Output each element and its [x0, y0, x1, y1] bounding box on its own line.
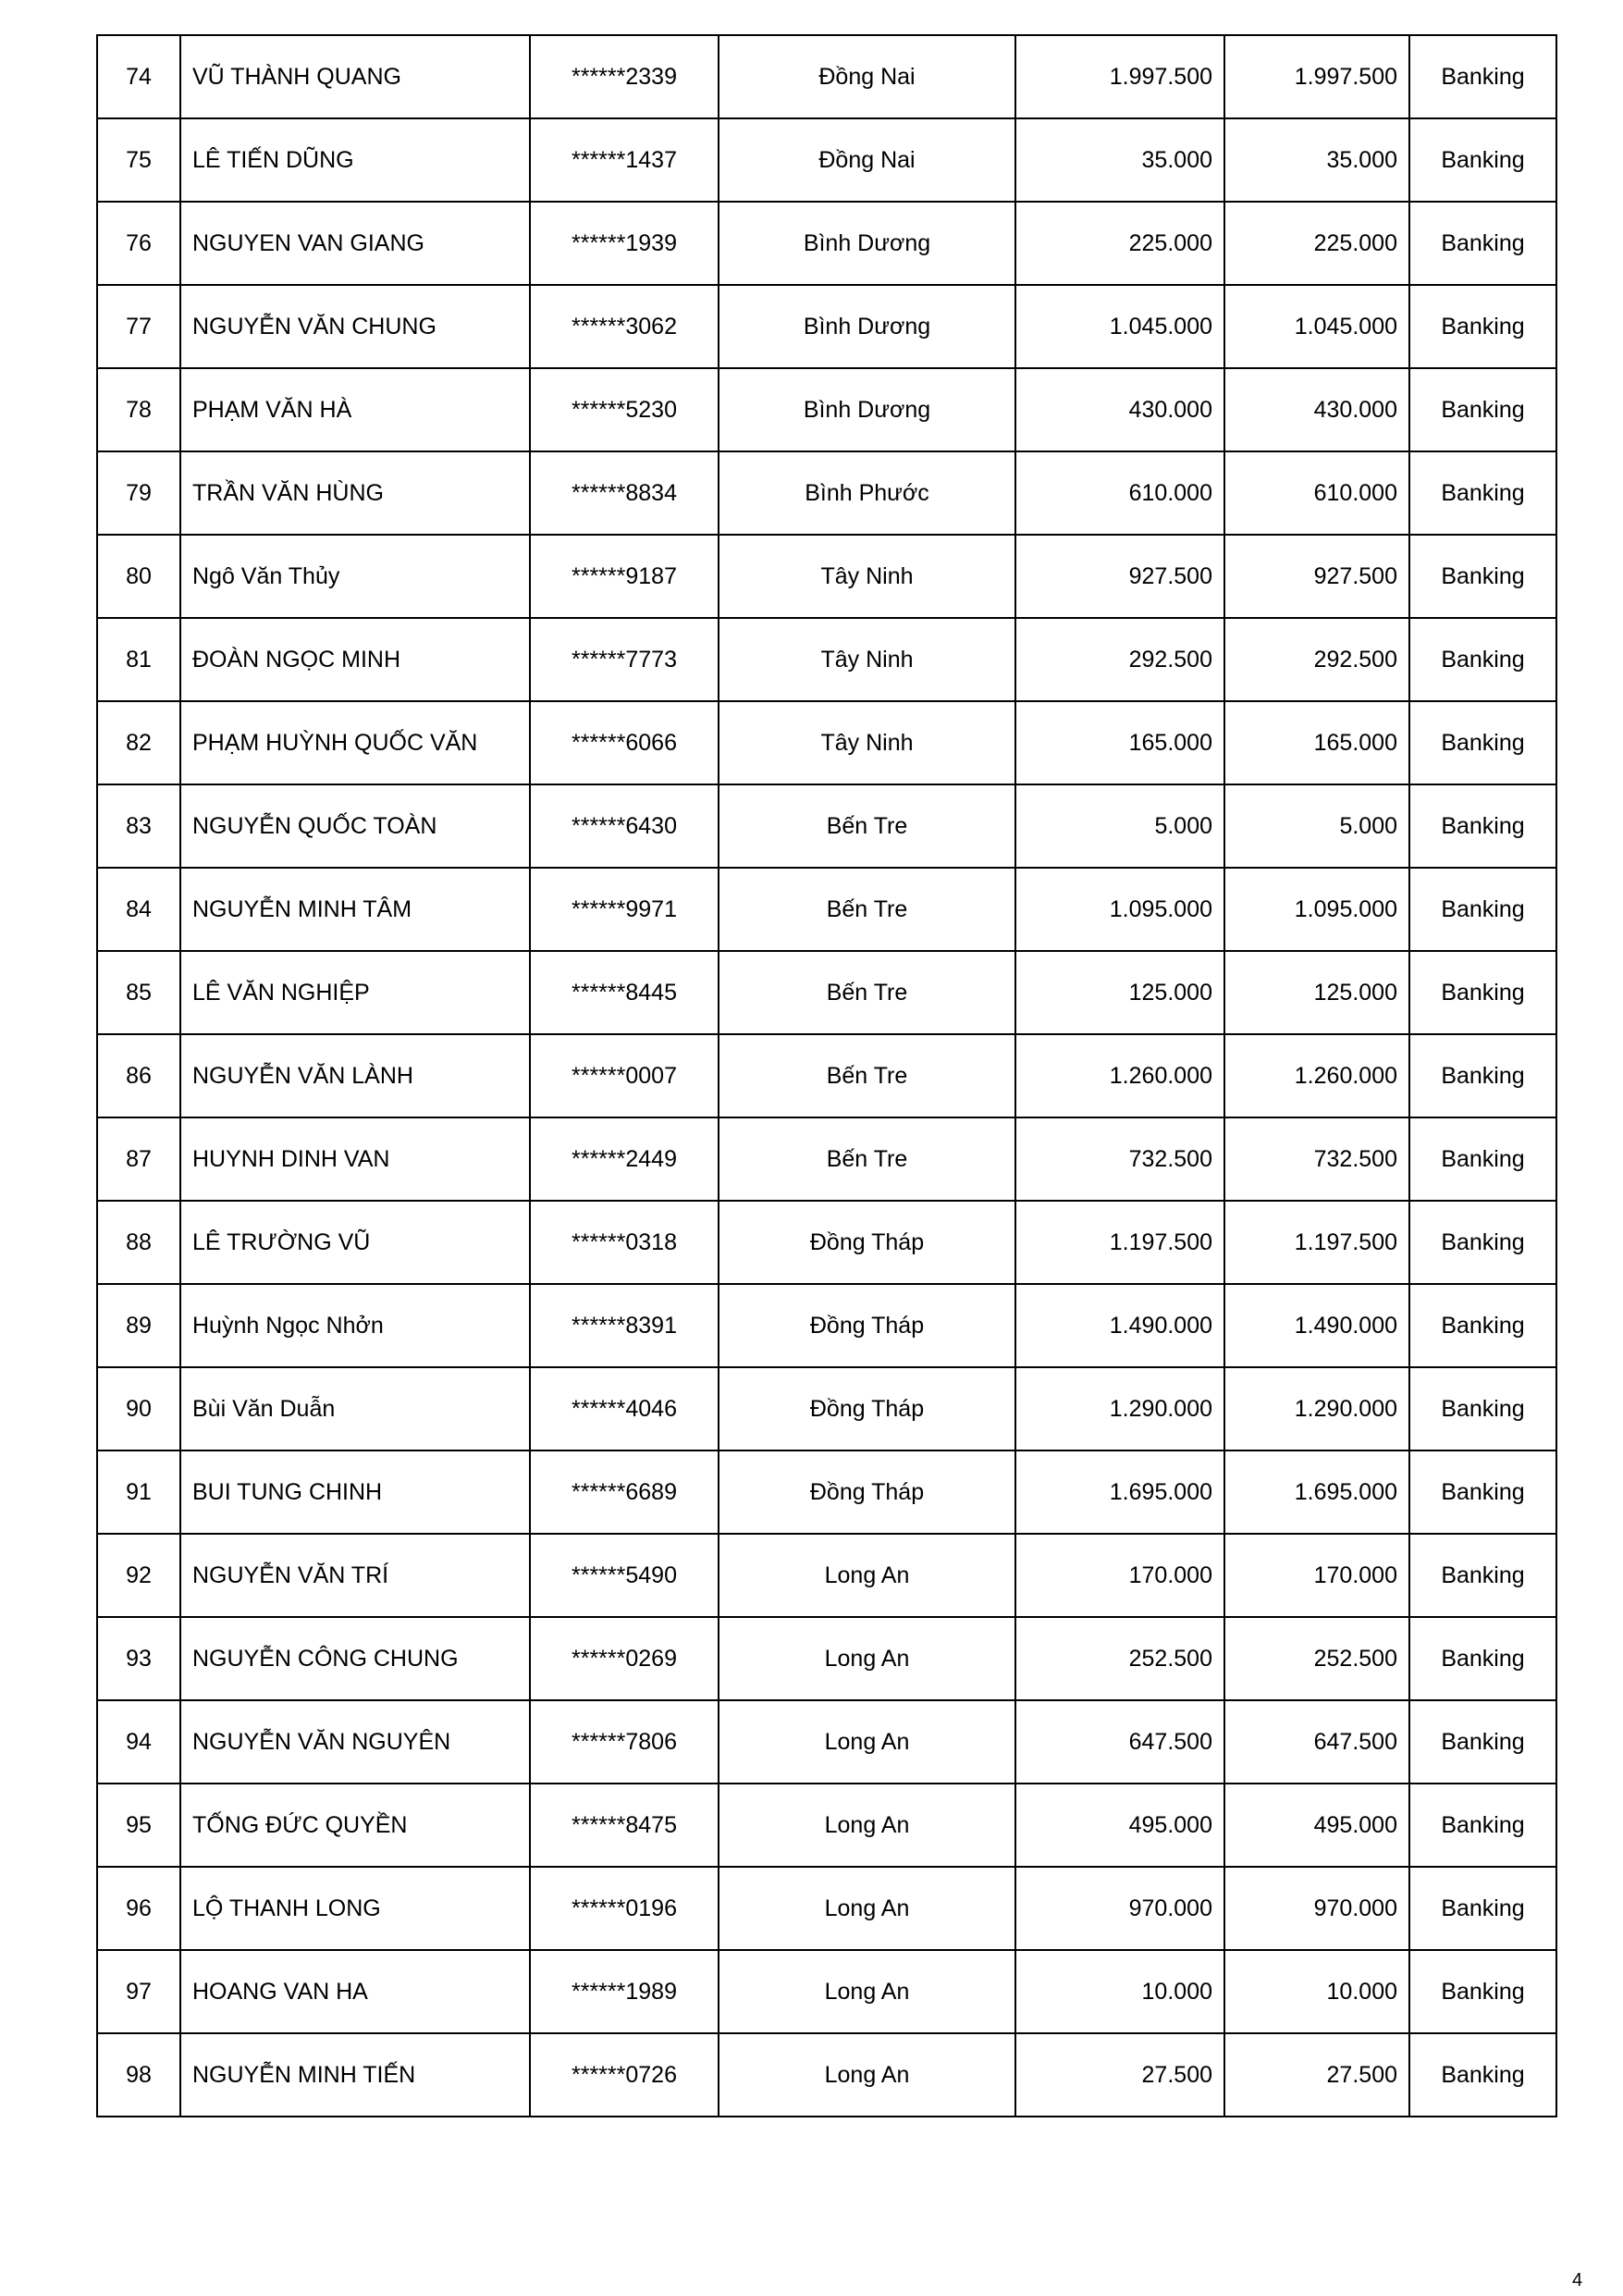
amount: 252.500	[1015, 1617, 1224, 1700]
payment-method: Banking	[1409, 535, 1556, 618]
paid-amount: 732.500	[1224, 1117, 1409, 1201]
paid-amount: 1.197.500	[1224, 1201, 1409, 1284]
table-row	[97, 535, 1556, 618]
paid-amount: 165.000	[1224, 701, 1409, 784]
amount: 5.000	[1015, 784, 1224, 868]
donor-name: ĐOÀN NGỌC MINH	[180, 618, 530, 701]
table-row	[97, 1867, 1556, 1950]
masked-account-id: ******5490	[530, 1534, 719, 1617]
masked-account-id: ******9187	[530, 535, 719, 618]
province: Long An	[719, 1617, 1015, 1700]
amount: 1.997.500	[1015, 35, 1224, 118]
amount: 927.500	[1015, 535, 1224, 618]
payment-method: Banking	[1409, 701, 1556, 784]
amount: 27.500	[1015, 2033, 1224, 2117]
row-number: 84	[97, 868, 180, 951]
masked-account-id: ******1989	[530, 1950, 719, 2033]
table-row	[97, 701, 1556, 784]
payment-method: Banking	[1409, 784, 1556, 868]
masked-account-id: ******0269	[530, 1617, 719, 1700]
paid-amount: 27.500	[1224, 2033, 1409, 2117]
province: Bến Tre	[719, 951, 1015, 1034]
table-row	[97, 1784, 1556, 1867]
province: Tây Ninh	[719, 535, 1015, 618]
donor-name: NGUYỄN VĂN CHUNG	[180, 285, 530, 368]
row-number: 89	[97, 1284, 180, 1367]
donor-name: NGUYỄN MINH TÂM	[180, 868, 530, 951]
province: Bình Dương	[719, 368, 1015, 451]
paid-amount: 225.000	[1224, 202, 1409, 285]
amount: 1.197.500	[1015, 1201, 1224, 1284]
row-number: 93	[97, 1617, 180, 1700]
amount: 732.500	[1015, 1117, 1224, 1201]
paid-amount: 35.000	[1224, 118, 1409, 202]
payment-method: Banking	[1409, 1534, 1556, 1617]
amount: 165.000	[1015, 701, 1224, 784]
masked-account-id: ******3062	[530, 285, 719, 368]
amount: 170.000	[1015, 1534, 1224, 1617]
province: Bến Tre	[719, 784, 1015, 868]
paid-amount: 430.000	[1224, 368, 1409, 451]
table-row	[97, 1117, 1556, 1201]
province: Long An	[719, 1534, 1015, 1617]
province: Long An	[719, 1784, 1015, 1867]
row-number: 82	[97, 701, 180, 784]
table-row	[97, 1617, 1556, 1700]
province: Long An	[719, 2033, 1015, 2117]
donor-name: NGUYỄN VĂN LÀNH	[180, 1034, 530, 1117]
masked-account-id: ******6066	[530, 701, 719, 784]
masked-account-id: ******7773	[530, 618, 719, 701]
payment-method: Banking	[1409, 118, 1556, 202]
donor-name: NGUYEN VAN GIANG	[180, 202, 530, 285]
paid-amount: 647.500	[1224, 1700, 1409, 1784]
payment-method: Banking	[1409, 1784, 1556, 1867]
page-number: 4	[1572, 2270, 1583, 2290]
row-number: 94	[97, 1700, 180, 1784]
payment-method: Banking	[1409, 35, 1556, 118]
payment-method: Banking	[1409, 1950, 1556, 2033]
amount: 1.045.000	[1015, 285, 1224, 368]
table-row	[97, 202, 1556, 285]
amount: 1.490.000	[1015, 1284, 1224, 1367]
donor-name: BUI TUNG CHINH	[180, 1450, 530, 1534]
province: Đồng Tháp	[719, 1450, 1015, 1534]
payment-method: Banking	[1409, 1117, 1556, 1201]
masked-account-id: ******0318	[530, 1201, 719, 1284]
donation-table	[96, 34, 1557, 2117]
paid-amount: 1.045.000	[1224, 285, 1409, 368]
donor-name: LÊ TIẾN DŨNG	[180, 118, 530, 202]
amount: 495.000	[1015, 1784, 1224, 1867]
payment-method: Banking	[1409, 451, 1556, 535]
masked-account-id: ******8445	[530, 951, 719, 1034]
paid-amount: 1.490.000	[1224, 1284, 1409, 1367]
masked-account-id: ******8391	[530, 1284, 719, 1367]
table-row	[97, 1284, 1556, 1367]
masked-account-id: ******6430	[530, 784, 719, 868]
amount: 430.000	[1015, 368, 1224, 451]
table-row	[97, 1534, 1556, 1617]
province: Bến Tre	[719, 1117, 1015, 1201]
row-number: 87	[97, 1117, 180, 1201]
payment-method: Banking	[1409, 1450, 1556, 1534]
paid-amount: 292.500	[1224, 618, 1409, 701]
row-number: 96	[97, 1867, 180, 1950]
province: Đồng Tháp	[719, 1367, 1015, 1450]
donor-name: TỐNG ĐỨC QUYỀN	[180, 1784, 530, 1867]
row-number: 77	[97, 285, 180, 368]
donor-name: LÊ VĂN NGHIỆP	[180, 951, 530, 1034]
masked-account-id: ******2449	[530, 1117, 719, 1201]
table-row	[97, 451, 1556, 535]
donor-name: HUYNH DINH VAN	[180, 1117, 530, 1201]
paid-amount: 927.500	[1224, 535, 1409, 618]
amount: 35.000	[1015, 118, 1224, 202]
table-row	[97, 784, 1556, 868]
province: Tây Ninh	[719, 701, 1015, 784]
table-row	[97, 285, 1556, 368]
masked-account-id: ******1437	[530, 118, 719, 202]
amount: 1.260.000	[1015, 1034, 1224, 1117]
paid-amount: 970.000	[1224, 1867, 1409, 1950]
table-row	[97, 118, 1556, 202]
row-number: 85	[97, 951, 180, 1034]
amount: 1.695.000	[1015, 1450, 1224, 1534]
province: Đồng Tháp	[719, 1201, 1015, 1284]
row-number: 91	[97, 1450, 180, 1534]
row-number: 90	[97, 1367, 180, 1450]
paid-amount: 1.260.000	[1224, 1034, 1409, 1117]
province: Long An	[719, 1867, 1015, 1950]
masked-account-id: ******9971	[530, 868, 719, 951]
masked-account-id: ******6689	[530, 1450, 719, 1534]
paid-amount: 610.000	[1224, 451, 1409, 535]
donor-name: Bùi Văn Duẫn	[180, 1367, 530, 1450]
payment-method: Banking	[1409, 1284, 1556, 1367]
payment-method: Banking	[1409, 951, 1556, 1034]
donor-name: HOANG VAN HA	[180, 1950, 530, 2033]
row-number: 76	[97, 202, 180, 285]
amount: 970.000	[1015, 1867, 1224, 1950]
table-row	[97, 368, 1556, 451]
table-row	[97, 618, 1556, 701]
table-row	[97, 868, 1556, 951]
donor-name: NGUYỄN QUỐC TOÀN	[180, 784, 530, 868]
payment-method: Banking	[1409, 368, 1556, 451]
donor-name: PHẠM HUỲNH QUỐC VĂN	[180, 701, 530, 784]
paid-amount: 252.500	[1224, 1617, 1409, 1700]
row-number: 88	[97, 1201, 180, 1284]
payment-method: Banking	[1409, 618, 1556, 701]
payment-method: Banking	[1409, 868, 1556, 951]
paid-amount: 1.997.500	[1224, 35, 1409, 118]
row-number: 80	[97, 535, 180, 618]
row-number: 92	[97, 1534, 180, 1617]
donor-name: NGUYỄN MINH TIẾN	[180, 2033, 530, 2117]
province: Long An	[719, 1950, 1015, 2033]
donor-name: Ngô Văn Thủy	[180, 535, 530, 618]
masked-account-id: ******0726	[530, 2033, 719, 2117]
province: Bình Dương	[719, 285, 1015, 368]
row-number: 74	[97, 35, 180, 118]
amount: 610.000	[1015, 451, 1224, 535]
paid-amount: 495.000	[1224, 1784, 1409, 1867]
province: Tây Ninh	[719, 618, 1015, 701]
table-row	[97, 1201, 1556, 1284]
province: Đồng Nai	[719, 35, 1015, 118]
donor-name: VŨ THÀNH QUANG	[180, 35, 530, 118]
masked-account-id: ******2339	[530, 35, 719, 118]
row-number: 81	[97, 618, 180, 701]
table-body	[97, 35, 1556, 2117]
payment-method: Banking	[1409, 1367, 1556, 1450]
payment-method: Banking	[1409, 1700, 1556, 1784]
amount: 1.290.000	[1015, 1367, 1224, 1450]
masked-account-id: ******0007	[530, 1034, 719, 1117]
donor-name: LÊ TRƯỜNG VŨ	[180, 1201, 530, 1284]
paid-amount: 170.000	[1224, 1534, 1409, 1617]
paid-amount: 10.000	[1224, 1950, 1409, 2033]
province: Bình Phước	[719, 451, 1015, 535]
row-number: 78	[97, 368, 180, 451]
paid-amount: 125.000	[1224, 951, 1409, 1034]
payment-method: Banking	[1409, 1201, 1556, 1284]
row-number: 86	[97, 1034, 180, 1117]
payment-method: Banking	[1409, 285, 1556, 368]
masked-account-id: ******1939	[530, 202, 719, 285]
donor-name: PHẠM VĂN HÀ	[180, 368, 530, 451]
province: Bến Tre	[719, 1034, 1015, 1117]
province: Đồng Tháp	[719, 1284, 1015, 1367]
table-row	[97, 1367, 1556, 1450]
row-number: 83	[97, 784, 180, 868]
paid-amount: 5.000	[1224, 784, 1409, 868]
amount: 125.000	[1015, 951, 1224, 1034]
donor-name: LỘ THANH LONG	[180, 1867, 530, 1950]
masked-account-id: ******4046	[530, 1367, 719, 1450]
donor-name: NGUYỄN VĂN TRÍ	[180, 1534, 530, 1617]
amount: 292.500	[1015, 618, 1224, 701]
masked-account-id: ******8834	[530, 451, 719, 535]
amount: 647.500	[1015, 1700, 1224, 1784]
row-number: 79	[97, 451, 180, 535]
table-row	[97, 1450, 1556, 1534]
amount: 1.095.000	[1015, 868, 1224, 951]
donor-name: TRẦN VĂN HÙNG	[180, 451, 530, 535]
payment-method: Banking	[1409, 2033, 1556, 2117]
masked-account-id: ******7806	[530, 1700, 719, 1784]
masked-account-id: ******8475	[530, 1784, 719, 1867]
paid-amount: 1.095.000	[1224, 868, 1409, 951]
row-number: 75	[97, 118, 180, 202]
payment-method: Banking	[1409, 1617, 1556, 1700]
donor-name: NGUYỄN CÔNG CHUNG	[180, 1617, 530, 1700]
province: Long An	[719, 1700, 1015, 1784]
row-number: 95	[97, 1784, 180, 1867]
amount: 10.000	[1015, 1950, 1224, 2033]
table-row	[97, 951, 1556, 1034]
masked-account-id: ******5230	[530, 368, 719, 451]
paid-amount: 1.695.000	[1224, 1450, 1409, 1534]
province: Bình Dương	[719, 202, 1015, 285]
paid-amount: 1.290.000	[1224, 1367, 1409, 1450]
province: Đồng Nai	[719, 118, 1015, 202]
table-row	[97, 2033, 1556, 2117]
masked-account-id: ******0196	[530, 1867, 719, 1950]
table-row	[97, 1700, 1556, 1784]
province: Bến Tre	[719, 868, 1015, 951]
payment-method: Banking	[1409, 202, 1556, 285]
donor-name: NGUYỄN VĂN NGUYÊN	[180, 1700, 530, 1784]
table-row	[97, 35, 1556, 118]
amount: 225.000	[1015, 202, 1224, 285]
table-row	[97, 1034, 1556, 1117]
payment-method: Banking	[1409, 1867, 1556, 1950]
row-number: 97	[97, 1950, 180, 2033]
row-number: 98	[97, 2033, 180, 2117]
payment-method: Banking	[1409, 1034, 1556, 1117]
donor-name: Huỳnh Ngọc Nhởn	[180, 1284, 530, 1367]
table-row	[97, 1950, 1556, 2033]
